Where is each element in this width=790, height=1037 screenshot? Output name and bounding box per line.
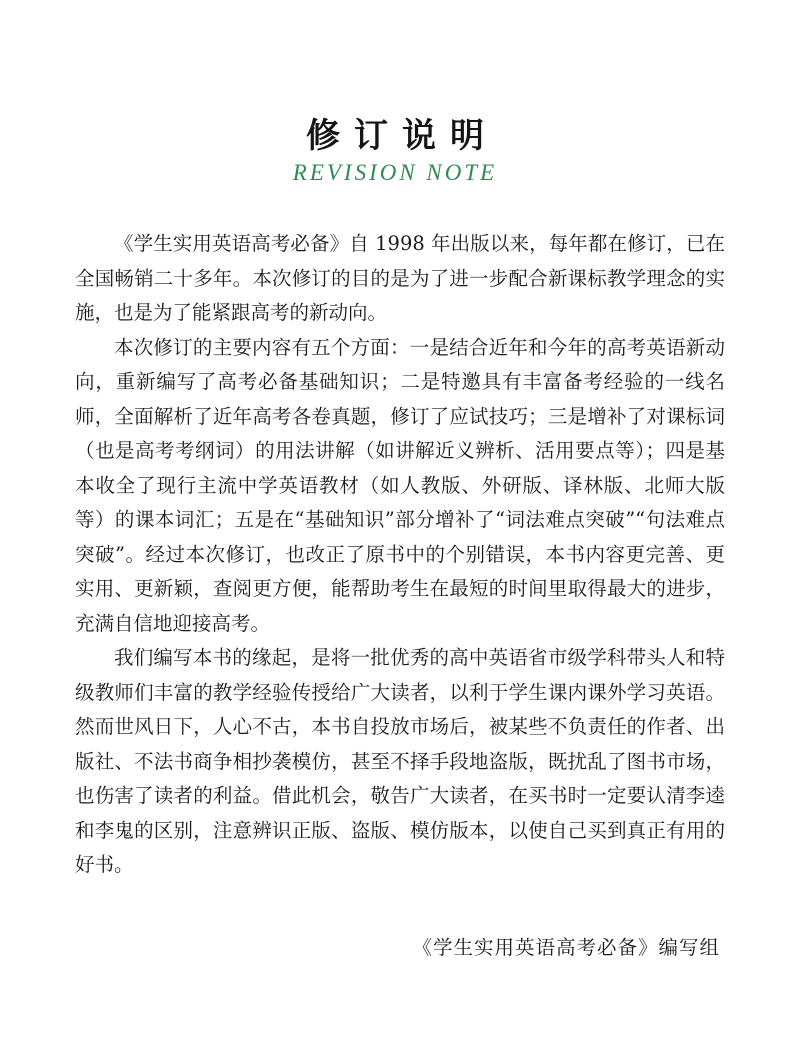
body-text (75, 227, 725, 883)
page-subtitle: REVISION NOTE (292, 160, 498, 185)
paragraph: 本次修订的主要内容有五个方面：一是结合近年和今年的高考英语新动向，重新编写了高考必备基础知识；二是特邀具有丰富备考经验的一线名师，全面解析了近年高考各卷真题，修订了应试技巧；三是增补了对课标词（也是高考考纲词）的用法讲解（如讲解近义辨析、活用要点等）；四是基本收全了现行主流中学英语教材（如人教版、外研版、译林版、北师大版等）的课本词汇；五是在“基础知识”部分增补了“词法难点突破”“句法难点突破”。经过本次修订，也改正了原书中的个别错误，本书内容更完善、更实用、更新颖，查阅更方便，能帮助考生在最短的时间里取得最大的进步，充满自信地迎接高考。 (75, 335, 725, 635)
signature: 《学生实用英语高考必备》编写组 (412, 936, 720, 959)
paragraph: 我们编写本书的缘起，是将一批优秀的高中英语省市级学科带头人和特级教师们丰富的教学经验传授给广大读者，以利于学生课内课外学习英语。然而世风日下，人心不古，本书自投放市场后，被某些不负责任的作者、出版社、不法书商争相抄袭模仿，甚至不择手段地盗版，既扰乱了图书市场，也伤害了读者的利益。借此机会，敬告广大读者，在买书时一定要认清李逵和李鬼的区别，注意辨识正版、盗版、模仿版本，以使自己买到真正有用的好书。 (75, 646, 725, 876)
paragraph: 《学生实用英语高考必备》自 1998 年出版以来，每年都在修订，已在全国畅销二十多年。本次修订的目的是为了进一步配合新课标教学理念的实施，也是为了能紧跟高考的新动向。 (75, 232, 725, 324)
page-title: 修订说明 (306, 116, 498, 156)
